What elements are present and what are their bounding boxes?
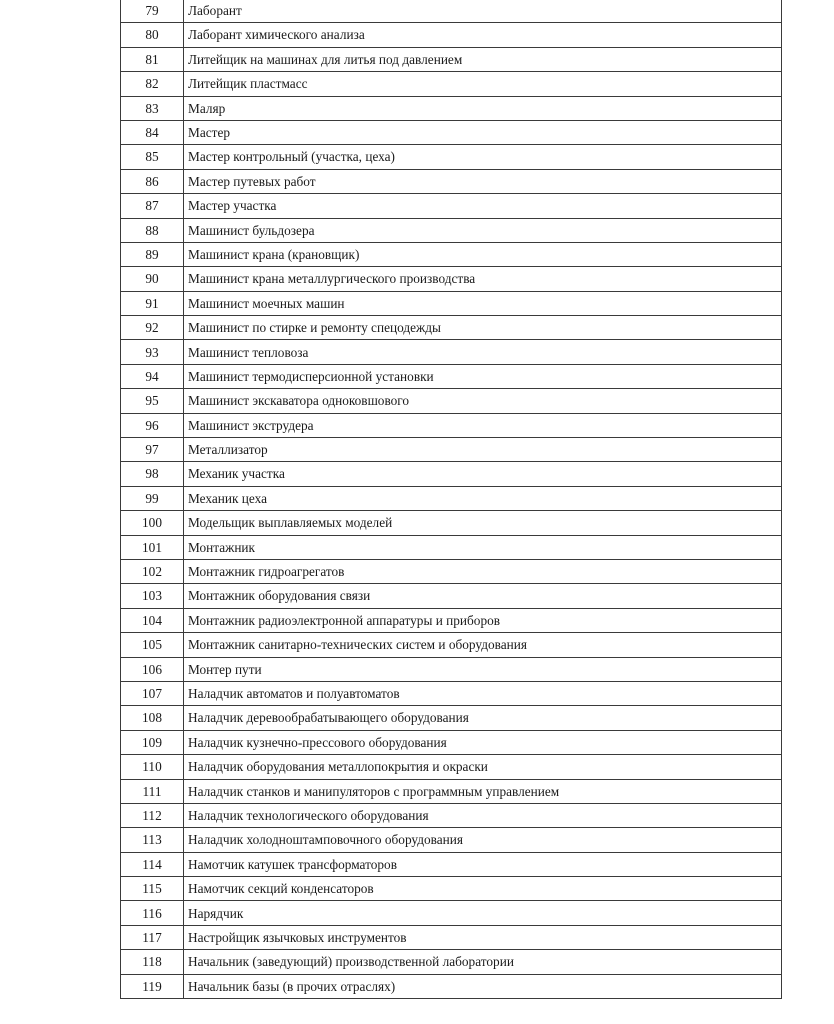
table-row — [121, 584, 782, 608]
table-row — [121, 511, 782, 535]
row-number-cell: 113 — [121, 828, 184, 852]
table-row — [121, 657, 782, 681]
row-number-cell: 109 — [121, 730, 184, 754]
profession-name-cell: Лаборант — [184, 0, 782, 23]
profession-name-cell: Мастер участка — [184, 194, 782, 218]
row-number-cell: 107 — [121, 681, 184, 705]
profession-table — [120, 0, 782, 999]
row-number-cell: 98 — [121, 462, 184, 486]
row-number-cell: 97 — [121, 438, 184, 462]
profession-name-cell: Машинист тепловоза — [184, 340, 782, 364]
profession-name-cell: Монтажник санитарно-технических систем и оборудования — [184, 633, 782, 657]
row-number-cell: 86 — [121, 169, 184, 193]
profession-name-cell: Монтажник гидроагрегатов — [184, 559, 782, 583]
table-row — [121, 291, 782, 315]
table-row — [121, 559, 782, 583]
table-row — [121, 852, 782, 876]
row-number-cell: 96 — [121, 413, 184, 437]
row-number-cell: 110 — [121, 755, 184, 779]
profession-name-cell: Монтажник радиоэлектронной аппаратуры и приборов — [184, 608, 782, 632]
profession-name-cell: Начальник (заведующий) производственной лаборатории — [184, 950, 782, 974]
row-number-cell: 84 — [121, 120, 184, 144]
profession-name-cell: Литейщик на машинах для литья под давлением — [184, 47, 782, 71]
profession-name-cell: Наладчик кузнечно-прессового оборудования — [184, 730, 782, 754]
profession-name-cell: Машинист крана (крановщик) — [184, 242, 782, 266]
profession-name-cell: Наладчик оборудования металлопокрытия и окраски — [184, 755, 782, 779]
row-number-cell: 93 — [121, 340, 184, 364]
row-number-cell: 119 — [121, 974, 184, 998]
profession-name-cell: Наладчик автоматов и полуавтоматов — [184, 681, 782, 705]
profession-name-cell: Мастер — [184, 120, 782, 144]
row-number-cell: 100 — [121, 511, 184, 535]
row-number-cell: 91 — [121, 291, 184, 315]
row-number-cell: 118 — [121, 950, 184, 974]
table-row — [121, 316, 782, 340]
table-row — [121, 608, 782, 632]
table-row — [121, 23, 782, 47]
profession-name-cell: Машинист экструдера — [184, 413, 782, 437]
row-number-cell: 80 — [121, 23, 184, 47]
row-number-cell: 79 — [121, 0, 184, 23]
table-row — [121, 535, 782, 559]
profession-name-cell: Машинист бульдозера — [184, 218, 782, 242]
table-row — [121, 950, 782, 974]
table-row — [121, 194, 782, 218]
profession-name-cell: Наладчик технологического оборудования — [184, 803, 782, 827]
row-number-cell: 95 — [121, 389, 184, 413]
row-number-cell: 82 — [121, 72, 184, 96]
table-row — [121, 96, 782, 120]
table-row — [121, 681, 782, 705]
row-number-cell: 85 — [121, 145, 184, 169]
row-number-cell: 92 — [121, 316, 184, 340]
profession-name-cell: Начальник базы (в прочих отраслях) — [184, 974, 782, 998]
profession-name-cell: Монтажник оборудования связи — [184, 584, 782, 608]
profession-name-cell: Механик участка — [184, 462, 782, 486]
row-number-cell: 115 — [121, 877, 184, 901]
row-number-cell: 106 — [121, 657, 184, 681]
table-row — [121, 779, 782, 803]
profession-name-cell: Металлизатор — [184, 438, 782, 462]
table-row — [121, 72, 782, 96]
profession-name-cell: Монтажник — [184, 535, 782, 559]
table-row — [121, 901, 782, 925]
profession-table-body — [121, 0, 782, 999]
row-number-cell: 108 — [121, 706, 184, 730]
profession-name-cell: Нарядчик — [184, 901, 782, 925]
row-number-cell: 104 — [121, 608, 184, 632]
table-row — [121, 462, 782, 486]
table-row — [121, 755, 782, 779]
profession-name-cell: Механик цеха — [184, 486, 782, 510]
table-row — [121, 877, 782, 901]
row-number-cell: 105 — [121, 633, 184, 657]
table-row — [121, 218, 782, 242]
profession-name-cell: Машинист по стирке и ремонту спецодежды — [184, 316, 782, 340]
row-number-cell: 116 — [121, 901, 184, 925]
row-number-cell: 102 — [121, 559, 184, 583]
profession-name-cell: Мастер путевых работ — [184, 169, 782, 193]
table-row — [121, 633, 782, 657]
table-row — [121, 925, 782, 949]
profession-name-cell: Модельщик выплавляемых моделей — [184, 511, 782, 535]
table-row — [121, 389, 782, 413]
profession-name-cell: Наладчик деревообрабатывающего оборудования — [184, 706, 782, 730]
table-row — [121, 730, 782, 754]
row-number-cell: 88 — [121, 218, 184, 242]
row-number-cell: 90 — [121, 267, 184, 291]
profession-name-cell: Машинист моечных машин — [184, 291, 782, 315]
row-number-cell: 101 — [121, 535, 184, 559]
profession-name-cell: Настройщик язычковых инструментов — [184, 925, 782, 949]
row-number-cell: 112 — [121, 803, 184, 827]
profession-name-cell: Наладчик станков и манипуляторов с программным управлением — [184, 779, 782, 803]
row-number-cell: 94 — [121, 364, 184, 388]
row-number-cell: 117 — [121, 925, 184, 949]
table-row — [121, 145, 782, 169]
profession-name-cell: Намотчик катушек трансформаторов — [184, 852, 782, 876]
table-row — [121, 974, 782, 998]
table-row — [121, 340, 782, 364]
table-row — [121, 438, 782, 462]
profession-name-cell: Машинист термодисперсионной установки — [184, 364, 782, 388]
table-row — [121, 413, 782, 437]
profession-name-cell: Машинист крана металлургического производства — [184, 267, 782, 291]
row-number-cell: 114 — [121, 852, 184, 876]
table-row — [121, 47, 782, 71]
profession-name-cell: Монтер пути — [184, 657, 782, 681]
table-row — [121, 486, 782, 510]
table-row — [121, 803, 782, 827]
row-number-cell: 103 — [121, 584, 184, 608]
table-row — [121, 242, 782, 266]
table-row — [121, 267, 782, 291]
table-row — [121, 828, 782, 852]
profession-name-cell: Наладчик холодноштамповочного оборудования — [184, 828, 782, 852]
table-row — [121, 0, 782, 23]
row-number-cell: 89 — [121, 242, 184, 266]
row-number-cell: 81 — [121, 47, 184, 71]
row-number-cell: 87 — [121, 194, 184, 218]
profession-name-cell: Мастер контрольный (участка, цеха) — [184, 145, 782, 169]
table-row — [121, 364, 782, 388]
row-number-cell: 111 — [121, 779, 184, 803]
row-number-cell: 99 — [121, 486, 184, 510]
table-row — [121, 169, 782, 193]
profession-name-cell: Машинист экскаватора одноковшового — [184, 389, 782, 413]
row-number-cell: 83 — [121, 96, 184, 120]
table-row — [121, 706, 782, 730]
profession-name-cell: Лаборант химического анализа — [184, 23, 782, 47]
profession-name-cell: Литейщик пластмасс — [184, 72, 782, 96]
profession-name-cell: Маляр — [184, 96, 782, 120]
profession-name-cell: Намотчик секций конденсаторов — [184, 877, 782, 901]
table-row — [121, 120, 782, 144]
